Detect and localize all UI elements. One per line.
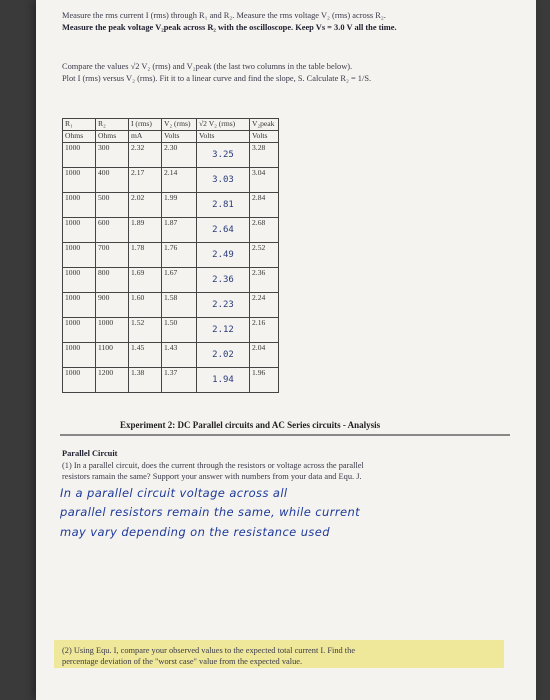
table-cell: 1000 — [63, 293, 96, 318]
table-cell: 700 — [96, 243, 129, 268]
table-row — [63, 193, 279, 218]
table-cell: 1.69 — [129, 268, 162, 293]
table-row — [63, 268, 279, 293]
table-cell: 2.30 — [162, 143, 197, 168]
table-row — [63, 368, 279, 393]
table-row — [63, 243, 279, 268]
table-cell: 800 — [96, 268, 129, 293]
table-row — [63, 218, 279, 243]
worksheet-page — [36, 0, 536, 700]
table-cell: 2.02 — [129, 193, 162, 218]
table-row — [63, 143, 279, 168]
handwritten-cell: 2.81 — [197, 193, 250, 218]
table-cell: 1.89 — [129, 218, 162, 243]
section-title: Experiment 2: DC Parallel circuits and AC Series circuits - Analysis — [120, 420, 381, 430]
table-cell: 1.58 — [162, 293, 197, 318]
handwritten-answer-line-2: parallel resistors remain the same, while current — [60, 505, 361, 519]
table-cell: 1.76 — [162, 243, 197, 268]
table-cell: 2.32 — [129, 143, 162, 168]
unit-cell: mA — [129, 131, 162, 143]
table-cell: 900 — [96, 293, 129, 318]
handwritten-cell: 2.64 — [197, 218, 250, 243]
handwritten-cell: 2.49 — [197, 243, 250, 268]
table-cell: 1.38 — [129, 368, 162, 393]
header-cell: I (rms) — [129, 119, 162, 131]
table-cell: 2.14 — [162, 168, 197, 193]
table-cell: 2.52 — [250, 243, 279, 268]
table-cell: 2.68 — [250, 218, 279, 243]
table-cell: 1000 — [63, 268, 96, 293]
unit-cell: Volts — [197, 131, 250, 143]
parallel-heading: Parallel Circuit — [62, 449, 118, 458]
handwritten-cell: 2.02 — [197, 343, 250, 368]
table-cell: 2.17 — [129, 168, 162, 193]
table-cell: 3.28 — [250, 143, 279, 168]
table-cell: 600 — [96, 218, 129, 243]
table-cell: 1000 — [63, 218, 96, 243]
table-units-row — [63, 131, 279, 143]
table-cell: 1000 — [63, 318, 96, 343]
unit-cell: Volts — [162, 131, 197, 143]
handwritten-cell: 2.12 — [197, 318, 250, 343]
table-cell: 2.04 — [250, 343, 279, 368]
table-cell: 1.52 — [129, 318, 162, 343]
table-cell: 400 — [96, 168, 129, 193]
table-cell: 1.37 — [162, 368, 197, 393]
table-cell: 2.16 — [250, 318, 279, 343]
instruction-line-4: Plot I (rms) versus V₂ (rms). Fit it to a linear curve and find the slope, S. Calculate R₂ = 1/S. — [62, 74, 372, 83]
table-row — [63, 293, 279, 318]
table-row — [63, 318, 279, 343]
header-cell: V₂ (rms) — [162, 119, 197, 131]
handwritten-cell: 2.36 — [197, 268, 250, 293]
question-1-line-2: resistors ramain the same? Support your answer with numbers from your data and Equ. J. — [62, 472, 362, 481]
handwritten-cell: 1.94 — [197, 368, 250, 393]
table-cell: 1.43 — [162, 343, 197, 368]
table-row — [63, 343, 279, 368]
data-table — [62, 118, 279, 393]
header-cell: V₂peak — [250, 119, 279, 131]
handwritten-cell: 3.03 — [197, 168, 250, 193]
question-2-line-1: (2) Using Equ. I, compare your observed values to the expected total current I. Find the — [62, 646, 356, 655]
handwritten-cell: 2.23 — [197, 293, 250, 318]
table-cell: 1100 — [96, 343, 129, 368]
question-1-line-1: (1) In a parallel circuit, does the current through the resistors or voltage across the parallel — [62, 461, 364, 470]
table-cell: 1000 — [63, 368, 96, 393]
table-cell: 2.24 — [250, 293, 279, 318]
table-cell: 300 — [96, 143, 129, 168]
instruction-line-3: Compare the values √2 V₂ (rms) and V₂peak (the last two columns in the table below). — [62, 62, 353, 71]
table-cell: 1.45 — [129, 343, 162, 368]
divider — [60, 434, 510, 436]
handwritten-answer-line-1: In a parallel circuit voltage across all — [60, 486, 288, 500]
table-cell: 1200 — [96, 368, 129, 393]
table-header-row — [63, 119, 279, 131]
table-cell: 1000 — [63, 343, 96, 368]
handwritten-cell: 3.25 — [197, 143, 250, 168]
handwritten-answer-line-3: may vary depending on the resistance used — [60, 525, 330, 539]
table-cell: 1.99 — [162, 193, 197, 218]
table-cell: 1.67 — [162, 268, 197, 293]
table-cell: 1.96 — [250, 368, 279, 393]
unit-cell: Ohms — [96, 131, 129, 143]
table-cell: 1.60 — [129, 293, 162, 318]
table-cell: 2.84 — [250, 193, 279, 218]
header-cell: R₂ — [96, 119, 129, 131]
table-cell: 1.78 — [129, 243, 162, 268]
question-2-line-2: percentage deviation of the "worst case" value from the expected value. — [62, 657, 303, 666]
unit-cell: Volts — [250, 131, 279, 143]
table-cell: 2.36 — [250, 268, 279, 293]
table-cell: 3.04 — [250, 168, 279, 193]
header-cell: √2 V₂ (rms) — [197, 119, 250, 131]
table-cell: 1000 — [63, 243, 96, 268]
table-row — [63, 168, 279, 193]
table-cell: 1000 — [63, 193, 96, 218]
table-cell: 1000 — [63, 143, 96, 168]
table-cell: 500 — [96, 193, 129, 218]
table-cell: 1.87 — [162, 218, 197, 243]
table-cell: 1000 — [96, 318, 129, 343]
header-cell: R₁ — [63, 119, 96, 131]
table-cell: 1.50 — [162, 318, 197, 343]
instruction-line-1: Measure the rms current I (rms) through R₁ and R₂. Measure the rms voltage V₂ (rms) across R₂. — [62, 11, 386, 20]
instruction-line-2: Measure the peak voltage V₂peak across R₂ with the oscilloscope. Keep Vs = 3.0 V all the time. — [62, 23, 397, 32]
table-cell: 1000 — [63, 168, 96, 193]
unit-cell: Ohms — [63, 131, 96, 143]
